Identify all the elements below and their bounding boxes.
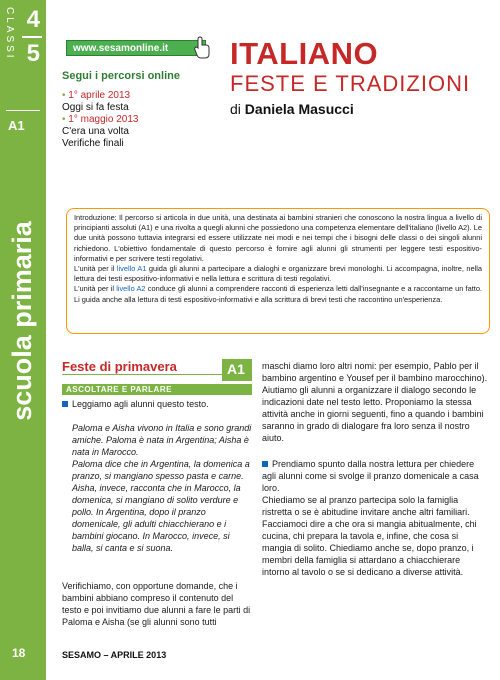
author-line: di Daniela Masucci <box>230 101 354 117</box>
right-p2b: Chiediamo se al pranzo partecipa solo la famiglia ristretta o se è abitudine invitare anche altri familiari. Facciamoci dire a che ora si mangia abitualmente, chi cucina, chi prepara la tavola e, infine, che cosa si mangia di solito. Chiediamo anche se, dopo pranzo, i membri della famiglia si attardano a chiacchierare intorno al tavolo o se si dedicano a diverse attività. <box>262 495 477 577</box>
agenda <box>62 90 212 150</box>
section-rule <box>62 374 222 375</box>
sidebar <box>0 0 46 680</box>
website-link[interactable]: www.sesamonline.it <box>66 40 206 56</box>
intro-p1: Introduzione: Il percorso si articola in due unità, una destinata ai bambini stranieri che conoscono la nostra lingua a livello di principianti assoluti (A1) e una rivolta a quegli alunni che possiedono una competenza elementare dell'italiano (livello A2). Le due unità possono tuttavia integrarsi ed essere utilizzate nei modi e nei tempi che i bisogni delle classi o dei singoli alunni richiedono. L'obiettivo fondamentale di questo percorso è fornire agli alunni gli strumenti per leggere testi espositivo-informativi e per scrivere testi regolativi. <box>74 213 482 263</box>
right-p1: maschi diamo loro altri nomi: per esempio, Pablo per il bambino argentino e Yousef per il bambino marocchino). <box>262 361 488 383</box>
click-hand-icon <box>192 36 212 60</box>
school-label-wrap <box>0 220 46 420</box>
grade-divider <box>22 36 42 38</box>
right-column <box>262 360 490 578</box>
school-label: scuola primaria <box>7 221 37 421</box>
intro-p2: L'unità per il livello A1 guida gli alunni a partecipare a dialoghi e organizzare brevi monologhi. Li accompagna, inoltre, nella lettura dei testi espositivo-informativi e nella lettura e scrittura di testi regolativi. <box>74 264 482 284</box>
level-tag: A1 <box>222 359 252 381</box>
story-text <box>72 422 252 554</box>
right-p2: Prendiamo spunto dalla nostra lettura per chiedere agli alunni come si svolge il pranzo domenicale a casa loro. <box>262 459 479 493</box>
agenda-item: • 1° aprile 2013 Oggi si fa festa <box>62 90 131 113</box>
footer: SESAMO – APRILE 2013 <box>62 650 167 660</box>
page-subtitle: FESTE E TRADIZIONI <box>230 71 471 96</box>
agenda-item: • 1° maggio 2013 C'era una volta Verifiche finali <box>62 114 139 149</box>
activity-band: ASCOLTARE E PARLARE <box>62 384 252 395</box>
grade-indicator <box>4 6 42 80</box>
grade-bottom: 5 <box>26 40 40 67</box>
sidebar-level: A1 <box>8 118 25 133</box>
intro-box <box>66 208 490 334</box>
instruction: Leggiamo agli alunni questo testo. <box>62 398 209 410</box>
right-p1b: Aiutiamo gli alunni a organizzare il dialogo secondo le indicazioni date nel testo letto. Proponiamo la stessa attività anche in giorni seguenti, fino a quando i bambini saranno in grado di dialogare fra loro senza il nostro aiuto. <box>262 385 484 443</box>
grade-top: 4 <box>26 6 40 33</box>
classi-label: CLASSI <box>4 7 15 61</box>
sidebar-divider <box>6 110 40 111</box>
page-number: 18 <box>12 646 26 660</box>
intro-p3: L'unità per il livello A2 conduce gli alunni a comprendere racconti di esperienza letti dall'insegnante e a raccontarne un fatto. Li guida anche alla lettura di testi espositivo-informativi e alla scrittura di brevi testi che raccontino un'esperienza. <box>74 284 482 304</box>
page-title: ITALIANO <box>230 36 379 71</box>
section-title: Feste di primavera <box>62 359 177 374</box>
online-title: Segui i percorsi online <box>62 70 180 82</box>
story-p1: Paloma e Aisha vivono in Italia e sono grandi amiche. Paloma è nata in Argentina; Aisha è nata in Marocco. <box>72 423 252 457</box>
story-p2: Paloma dice che in Argentina, la domenica a pranzo, si mangiano spesso pasta e carne. Aisha, invece, racconta che in Marocco, la domenica, si mangiano di solito verdure e pollo. In Argentina, dopo il pranzo domenicale, gli adulti chiacchierano e i bambini giocano. In Marocco, invece, si balla, si canta e si suona. <box>72 459 250 553</box>
bullet-square-icon <box>262 461 268 467</box>
bullet-square-icon <box>62 401 68 407</box>
verification-text: Verifichiamo, con opportune domande, che i bambini abbiano compreso il contenuto del testo e poi invitiamo due alunni a fare le parti di Paloma e Aisha (se gli alunni sono tutti <box>62 581 251 627</box>
